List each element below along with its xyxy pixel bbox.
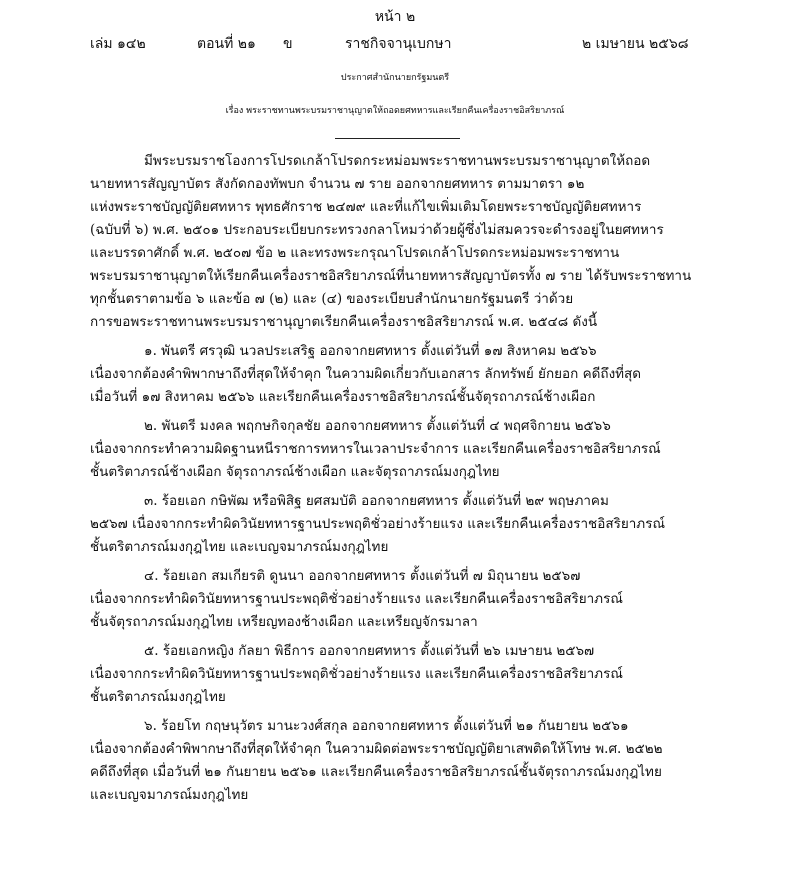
text-line: ๖. ร้อยโท กฤษนุวัตร มานะวงศ์สกุล ออกจากยศทหาร ตั้งแต่วันที่ ๒๑ กันยายน ๒๕๖๑ bbox=[144, 718, 629, 734]
text-line: คดีถึงที่สุด เมื่อวันที่ ๒๑ กันยายน ๒๕๖๑ และเรียกคืนเครื่องราชอิสริยาภรณ์ชั้นจัตุรถาภรณ์มงกุฎไทย bbox=[90, 764, 662, 780]
text-line: การขอพระราชทานพระบรมราชานุญาตเรียกคืนเครื่องราชอิสริยาภรณ์ พ.ศ. ๒๕๔๘ ดังนี้ bbox=[90, 314, 598, 330]
text-line: เนื่องจากกระทำผิดวินัยทหารฐานประพฤติชั่วอย่างร้ายแรง และเรียกคืนเครื่องราชอิสริยาภรณ์ bbox=[90, 591, 623, 607]
text-line: ชั้นตริตาภรณ์มงกุฎไทย และเบญจมาภรณ์มงกุฎไทย bbox=[90, 539, 389, 555]
text-line: ชั้นตริตาภรณ์ช้างเผือก จัตุรถาภรณ์ช้างเผือก และจัตุรถาภรณ์มงกุฎไทย bbox=[90, 464, 500, 480]
list-item bbox=[90, 565, 700, 634]
issue-date: ๒ เมษายน ๒๕๖๘ bbox=[582, 36, 689, 52]
page-number: หน้า ๒ bbox=[374, 9, 416, 25]
list-item bbox=[90, 640, 700, 709]
text-line: ๓. ร้อยเอก กษิพัฒ หรือพิสิฐ ยศสมบัติ ออกจากยศทหาร ตั้งแต่วันที่ ๒๙ พฤษภาคม bbox=[144, 493, 609, 509]
text-line: ๒. พันตรี มงคล พฤกษกิจกุลชัย ออกจากยศทหาร ตั้งแต่วันที่ ๔ พฤศจิกายน ๒๕๖๖ bbox=[144, 418, 611, 434]
announcement-title: ประกาศสำนักนายกรัฐมนตรี bbox=[340, 73, 450, 83]
text-line: ชั้นจัตุรถาภรณ์มงกุฎไทย เหรียญทองช้างเผือก และเหรียญจักรมาลา bbox=[90, 614, 478, 630]
text-line: ทุกชั้นตราตามข้อ ๖ และข้อ ๗ (๒) และ (๔) ของระเบียบสำนักนายกรัฐมนตรี ว่าด้วย bbox=[90, 291, 574, 307]
text-line: แห่งพระราชบัญญัติยศทหาร พุทธศักราช ๒๔๗๙ และที่แก้ไขเพิ่มเติมโดยพระราชบัญญัติยศทหาร bbox=[90, 199, 642, 215]
text-line: เนื่องจากกระทำความผิดฐานหนีราชการทหารในเวลาประจำการ และเรียกคืนเครื่องราชอิสริยาภรณ์ bbox=[90, 441, 661, 457]
volume-label: เล่ม ๑๔๒ bbox=[90, 36, 146, 52]
part-label: ข bbox=[283, 36, 293, 52]
text-line: พระบรมราชานุญาตให้เรียกคืนเครื่องราชอิสริยาภรณ์ที่นายทหารสัญญาบัตรทั้ง ๗ ราย ได้รับพระราชทาน bbox=[90, 268, 692, 284]
gazette-name: ราชกิจจานุเบกษา bbox=[345, 36, 452, 52]
intro-paragraph bbox=[90, 150, 700, 334]
list-item bbox=[90, 715, 700, 807]
section-label: ตอนที่ ๒๑ bbox=[197, 36, 256, 52]
text-line: และเบญจมาภรณ์มงกุฎไทย bbox=[90, 787, 249, 803]
list-item bbox=[90, 415, 700, 484]
announcement-subject: เรื่อง พระราชทานพระบรมราชานุญาตให้ถอดยศทหารและเรียกคืนเครื่องราชอิสริยาภรณ์ bbox=[225, 106, 565, 116]
text-line: เนื่องจากกระทำผิดวินัยทหารฐานประพฤติชั่วอย่างร้ายแรง และเรียกคืนเครื่องราชอิสริยาภรณ์ bbox=[90, 666, 623, 682]
announcement-body bbox=[90, 150, 700, 807]
list-item bbox=[90, 340, 700, 409]
text-line: (ฉบับที่ ๖) พ.ศ. ๒๕๐๑ ประกอบระเบียบกระทรวงกลาโหมว่าด้วยผู้ซึ่งไม่สมควรจะดำรงอยู่ในยศทหาร bbox=[90, 222, 664, 238]
list-item bbox=[90, 490, 700, 559]
text-line: เมื่อวันที่ ๑๗ สิงหาคม ๒๕๖๖ และเรียกคืนเครื่องราชอิสริยาภรณ์ชั้นจัตุรถาภรณ์ช้างเผือก bbox=[90, 389, 596, 405]
text-line: ๑. พันตรี ศรวุฒิ นวลประเสริฐ ออกจากยศทหาร ตั้งแต่วันที่ ๑๗ สิงหาคม ๒๕๖๖ bbox=[144, 343, 597, 359]
text-line: เนื่องจากต้องคำพิพากษาถึงที่สุดให้จำคุก ในความผิดต่อพระราชบัญญัติยาเสพติดให้โทษ พ.ศ. ๒๕๒๒ bbox=[90, 741, 663, 757]
text-line: ๔. ร้อยเอก สมเกียรติ ดูนนา ออกจากยศทหาร ตั้งแต่วันที่ ๗ มิถุนายน ๒๕๖๗ bbox=[144, 568, 581, 584]
text-line: ๒๕๖๗ เนื่องจากกระทำผิดวินัยทหารฐานประพฤติชั่วอย่างร้ายแรง และเรียกคืนเครื่องราชอิสริยาภรณ์ bbox=[90, 516, 665, 532]
text-line: เนื่องจากต้องคำพิพากษาถึงที่สุดให้จำคุก ในความผิดเกี่ยวกับเอกสาร ลักทรัพย์ ยักยอก คดีถึงที่สุด bbox=[90, 366, 642, 382]
text-line: ๕. ร้อยเอกหญิง กัลยา พิธีการ ออกจากยศทหาร ตั้งแต่วันที่ ๒๖ เมษายน ๒๕๖๗ bbox=[144, 643, 595, 659]
text-line: และบรรดาศักดิ์ พ.ศ. ๒๕๐๗ ข้อ ๒ และทรงพระกรุณาโปรดเกล้าโปรดกระหม่อมพระราชทาน bbox=[90, 245, 620, 261]
text-line: ชั้นตริตาภรณ์มงกุฎไทย bbox=[90, 689, 226, 705]
text-line: มีพระบรมราชโองการโปรดเกล้าโปรดกระหม่อมพระราชทานพระบรมราชานุญาตให้ถอด bbox=[144, 153, 651, 169]
text-line: นายทหารสัญญาบัตร สังกัดกองทัพบก จำนวน ๗ ราย ออกจากยศทหาร ตามมาตรา ๑๒ bbox=[90, 176, 585, 192]
title-divider bbox=[335, 138, 460, 139]
